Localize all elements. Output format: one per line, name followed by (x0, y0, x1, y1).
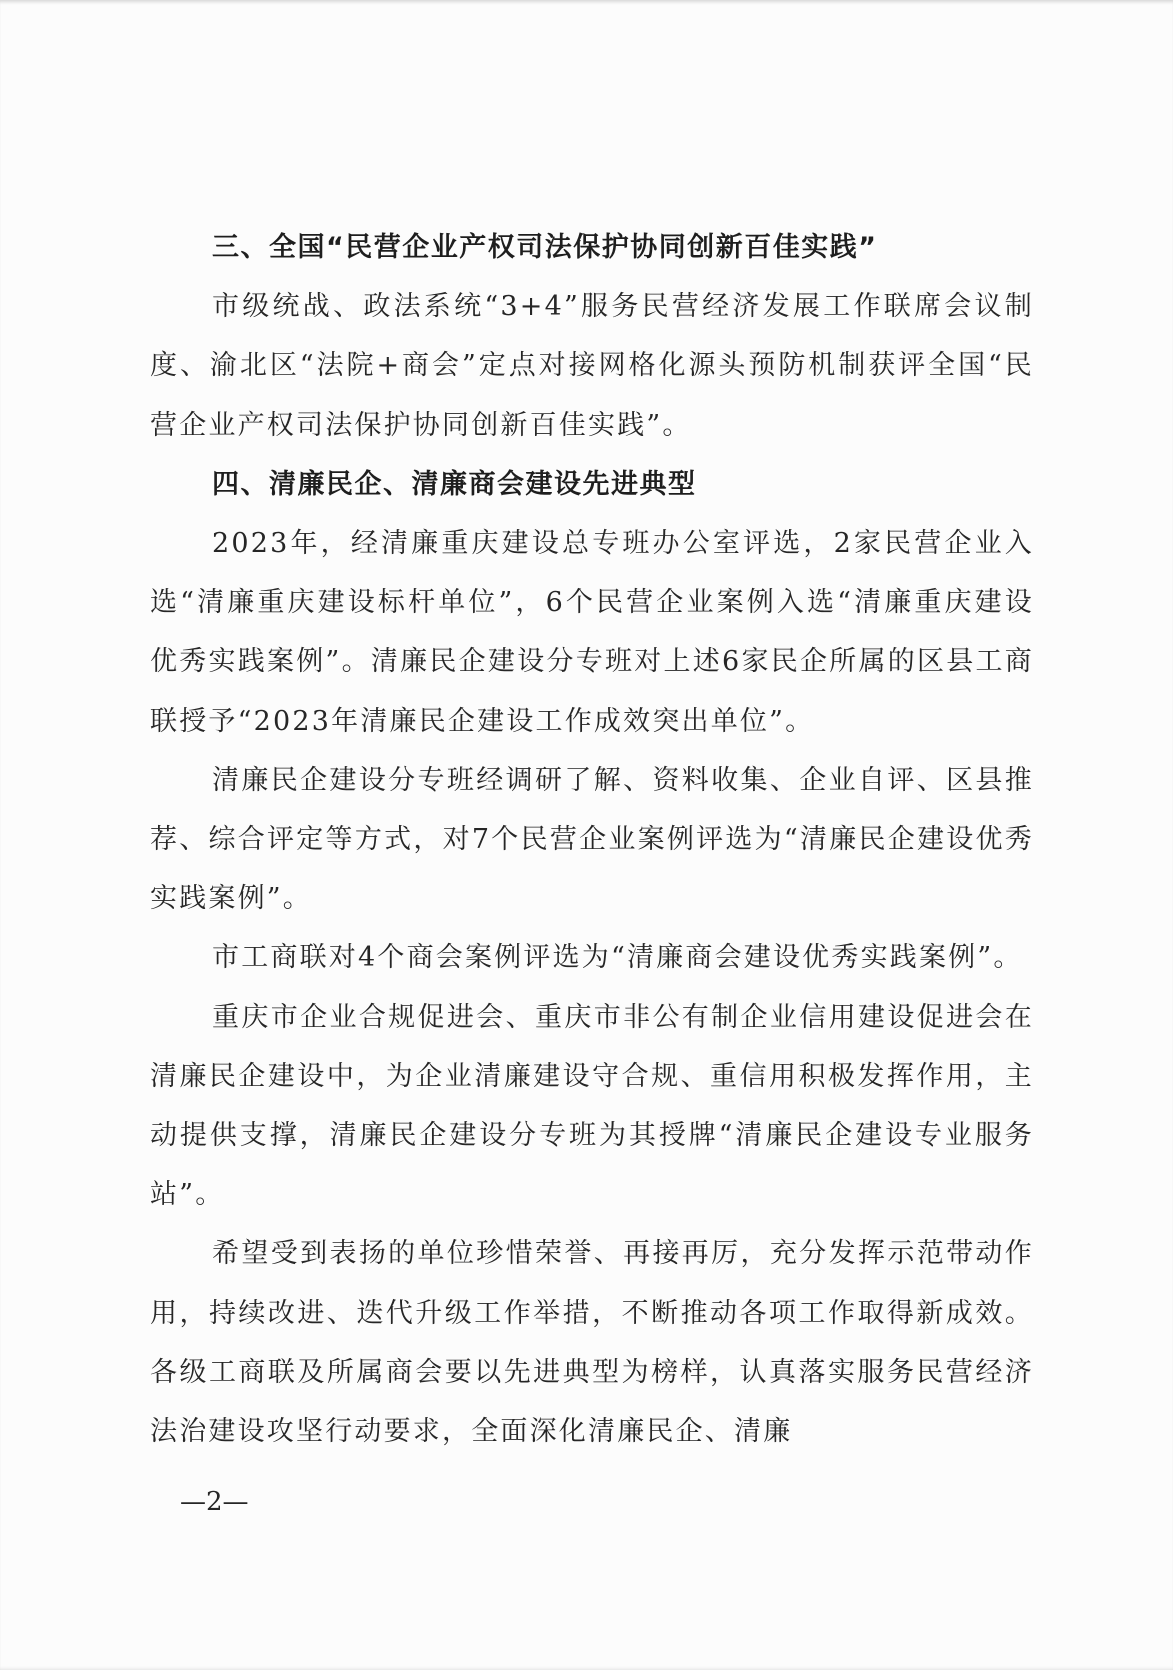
paragraph: 市级统战、政法系统“3+4”服务民营经济发展工作联席会议制度、渝北区“法院+商会”定点对接网格化源头预防机制获评全国“民营企业产权司法保护协同创新百佳实践”。 (150, 291, 1034, 441)
document-body (150, 218, 1034, 1461)
paragraph: 希望受到表扬的单位珍惜荣誉、再接再厉，充分发挥示范带动作用，持续改进、迭代升级工作举措，不断推动各项工作取得新成效。各级工商联及所属商会要以先进典型为榜样，认真落实服务民营经济法治建设攻坚行动要求，全面深化清廉民企、清廉 (150, 1238, 1034, 1448)
section-heading-4: 四、清廉民企、清廉商会建设先进典型 (212, 468, 697, 500)
paragraph: 市工商联对4个商会案例评选为“清廉商会建设优秀实践案例”。 (212, 942, 1023, 974)
paragraph: 清廉民企建设分专班经调研了解、资料收集、企业自评、区县推荐、综合评定等方式，对7个民营企业案例评选为“清廉民企建设优秀实践案例”。 (150, 764, 1034, 915)
paragraph: 2023年，经清廉重庆建设总专班办公室评选，2家民营企业入选“清廉重庆建设标杆单位”，6个民营企业案例入选“清廉重庆建设优秀实践案例”。清廉民企建设分专班对上述6家民企所属的区县工商联授予“2023年清廉民企建设工作成效突出单位”。 (150, 528, 1034, 737)
page-number: —2— (180, 1487, 249, 1517)
section-heading-3: 三、全国“民营企业产权司法保护协同创新百佳实践” (212, 232, 878, 263)
paragraph: 重庆市企业合规促进会、重庆市非公有制企业信用建设促进会在清廉民企建设中，为企业清廉建设守合规、重信用积极发挥作用，主动提供支撑，清廉民企建设分专班为其授牌“清廉民企建设专业服务站”。 (150, 1001, 1034, 1211)
